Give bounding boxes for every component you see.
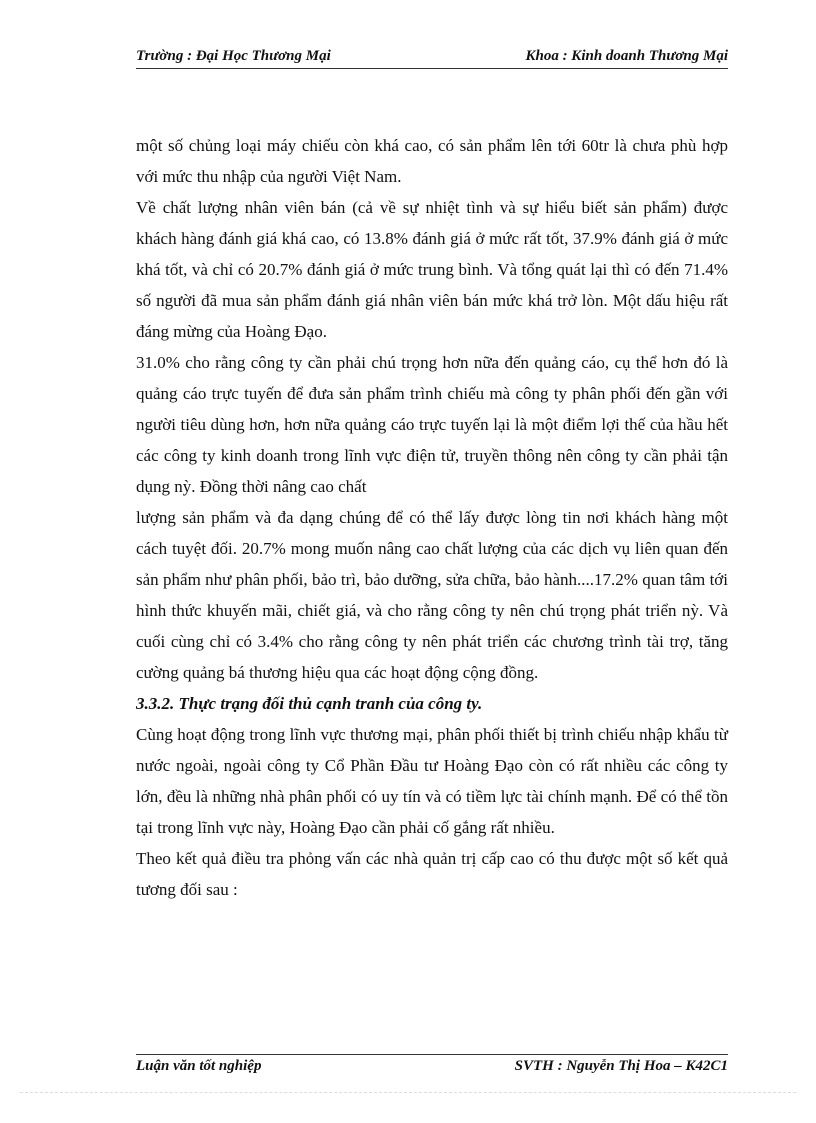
paragraph-staff-quality: Về chất lượng nhân viên bán (cả về sự nhiệt tình và sự hiểu biết sản phẩm) được khách hàng đánh giá khá cao, có 13.8% đánh giá ở mức rất tốt, 37.9% đánh giá ở mức khá tốt, và chỉ có 20.7% đánh giá ở mức trung bình. Và tổng quát lại thì có đến 71.4% số người đã mua sản phẩm đánh giá nhân viên bán mức khá trở lòn. Một dấu hiệu rất đáng mừng của Hoàng Đạo. [136,198,728,341]
section-heading: 3.3.2. Thực trạng đối thủ cạnh tranh của công ty. [136,694,483,713]
page-footer [136,1058,728,1080]
page-edge-divider [20,1092,796,1093]
footer-student: SVTH : Nguyễn Thị Hoa – K42C1 [514,1058,728,1074]
paragraph-survey-intro: Theo kết quả điều tra phỏng vấn các nhà quản trị cấp cao có thu được một số kết quả tương đối sau : [136,849,728,899]
footer-thesis: Luận văn tốt nghiệp [136,1058,262,1074]
footer-divider [136,1054,728,1055]
header-school: Trường : Đại Học Thương Mại [136,48,331,64]
document-body [136,130,728,905]
paragraph-competitors: Cùng hoạt động trong lĩnh vực thương mại, phân phối thiết bị trình chiếu nhập khẩu từ nước ngoài, ngoài công ty Cổ Phần Đầu tư Hoàng Đạo còn có rất nhiều các công ty lớn, đều là những nhà phân phối có uy tín và có tiềm lực tài chính mạnh. Để có thể tồn tại trong lĩnh vực này, Hoàng Đạo cần phải cố gắng rất nhiều. [136,725,728,837]
header-faculty: Khoa : Kinh doanh Thương Mại [525,48,728,64]
paragraph-advertising: 31.0% cho rằng công ty cần phải chú trọng hơn nữa đến quảng cáo, cụ thể hơn đó là quảng cáo trực tuyến để đưa sản phẩm trình chiếu mà công ty phân phối đến gần với người tiêu dùng hơn, hơn nữa quảng cáo trực tuyến lại là một điểm lợi thế của hầu hết các công ty kinh doanh trong lĩnh vực điện tử, truyền thông nên công ty cần phải tận dụng nỳ. Đồng thời nâng cao chất [136,353,728,496]
page-header [136,46,728,69]
paragraph-product-quality: lượng sản phẩm và đa dạng chúng để có thể lấy được lòng tin nơi khách hàng một cách tuyệt đối. 20.7% mong muốn nâng cao chất lượng của các dịch vụ liên quan đến sản phẩm như phân phối, bảo trì, bảo dưỡng, sửa chữa, bảo hành....17.2% quan tâm tới hình thức khuyến mãi, chiết giá, và cho rằng công ty nên chú trọng phát triển nỳ. Và cuối cùng chỉ có 3.4% cho rằng công ty nên phát triển các chương trình tài trợ, tăng cường quảng bá thương hiệu qua các hoạt động cộng đồng. [136,508,728,682]
paragraph-price: một số chủng loại máy chiếu còn khá cao, có sản phẩm lên tới 60tr là chưa phù hợp với mức thu nhập của người Việt Nam. [136,136,728,186]
